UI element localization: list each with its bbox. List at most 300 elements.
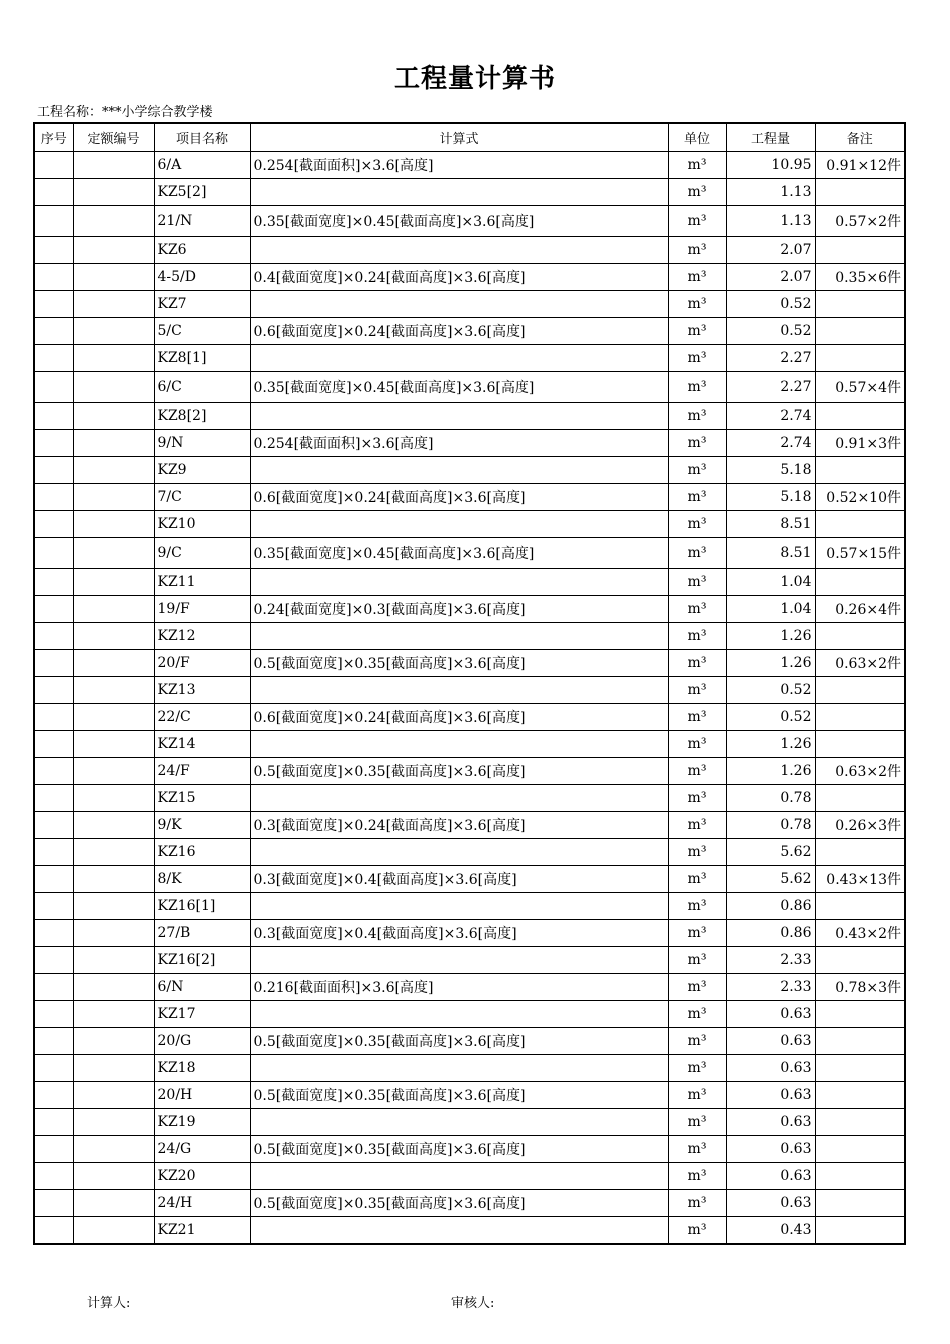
cell-remark <box>815 318 905 345</box>
cell-index <box>34 785 73 812</box>
cell-unit: m³ <box>668 812 726 839</box>
cell-index <box>34 1055 73 1082</box>
cell-remark <box>815 511 905 538</box>
cell-index <box>34 318 73 345</box>
cell-quantity: 1.04 <box>726 569 815 596</box>
header-quota-code: 定额编号 <box>73 123 154 152</box>
cell-quota-code <box>73 677 154 704</box>
cell-quantity: 2.07 <box>726 237 815 264</box>
cell-item-name: KZ16[2] <box>154 947 250 974</box>
cell-formula: 0.5[截面宽度]×0.35[截面高度]×3.6[高度] <box>250 1136 668 1163</box>
cell-quantity: 0.63 <box>726 1055 815 1082</box>
cell-formula <box>250 179 668 206</box>
cell-formula <box>250 237 668 264</box>
cell-index <box>34 1028 73 1055</box>
cell-remark: 0.78×3件 <box>815 974 905 1001</box>
cell-unit: m³ <box>668 237 726 264</box>
cell-formula: 0.5[截面宽度]×0.35[截面高度]×3.6[高度] <box>250 1028 668 1055</box>
cell-index <box>34 947 73 974</box>
cell-unit: m³ <box>668 1001 726 1028</box>
table-row <box>34 372 905 403</box>
cell-quota-code <box>73 623 154 650</box>
table-row <box>34 430 905 457</box>
cell-quota-code <box>73 345 154 372</box>
cell-quantity: 1.04 <box>726 596 815 623</box>
cell-item-name: KZ15 <box>154 785 250 812</box>
cell-quota-code <box>73 1028 154 1055</box>
cell-quota-code <box>73 1001 154 1028</box>
cell-unit: m³ <box>668 152 726 179</box>
cell-index <box>34 812 73 839</box>
cell-formula <box>250 511 668 538</box>
cell-unit: m³ <box>668 920 726 947</box>
cell-formula <box>250 457 668 484</box>
cell-remark <box>815 179 905 206</box>
cell-item-name: KZ9 <box>154 457 250 484</box>
table-row <box>34 569 905 596</box>
cell-item-name: KZ13 <box>154 677 250 704</box>
cell-unit: m³ <box>668 1136 726 1163</box>
cell-unit: m³ <box>668 430 726 457</box>
cell-index <box>34 291 73 318</box>
page-title: 工程量计算书 <box>393 64 556 94</box>
table-row <box>34 1082 905 1109</box>
cell-quantity: 0.63 <box>726 1163 815 1190</box>
cell-formula <box>250 677 668 704</box>
cell-item-name: KZ19 <box>154 1109 250 1136</box>
cell-index <box>34 920 73 947</box>
cell-item-name: KZ8[2] <box>154 403 250 430</box>
cell-quota-code <box>73 731 154 758</box>
cell-item-name: 20/H <box>154 1082 250 1109</box>
table-row <box>34 731 905 758</box>
cell-quantity: 5.62 <box>726 839 815 866</box>
cell-index <box>34 1001 73 1028</box>
cell-formula: 0.35[截面宽度]×0.45[截面高度]×3.6[高度] <box>250 538 668 569</box>
cell-quota-code <box>73 866 154 893</box>
cell-quota-code <box>73 206 154 237</box>
cell-remark: 0.26×4件 <box>815 596 905 623</box>
cell-item-name: KZ10 <box>154 511 250 538</box>
cell-item-name: 6/A <box>154 152 250 179</box>
cell-unit: m³ <box>668 1109 726 1136</box>
cell-remark <box>815 291 905 318</box>
cell-remark: 0.26×3件 <box>815 812 905 839</box>
cell-index <box>34 538 73 569</box>
cell-index <box>34 1082 73 1109</box>
cell-formula: 0.3[截面宽度]×0.4[截面高度]×3.6[高度] <box>250 920 668 947</box>
cell-formula: 0.5[截面宽度]×0.35[截面高度]×3.6[高度] <box>250 650 668 677</box>
cell-item-name: 9/N <box>154 430 250 457</box>
cell-quota-code <box>73 372 154 403</box>
table-row <box>34 974 905 1001</box>
table-row <box>34 1163 905 1190</box>
cell-unit: m³ <box>668 538 726 569</box>
table-row <box>34 704 905 731</box>
table-row <box>34 345 905 372</box>
cell-remark <box>815 947 905 974</box>
cell-formula <box>250 785 668 812</box>
cell-unit: m³ <box>668 1190 726 1217</box>
cell-remark: 0.43×13件 <box>815 866 905 893</box>
table-row <box>34 947 905 974</box>
cell-quantity: 0.63 <box>726 1136 815 1163</box>
cell-quota-code <box>73 538 154 569</box>
cell-formula <box>250 403 668 430</box>
cell-quota-code <box>73 920 154 947</box>
table-row <box>34 1190 905 1217</box>
header-item-name: 项目名称 <box>154 123 250 152</box>
cell-quota-code <box>73 785 154 812</box>
cell-index <box>34 206 73 237</box>
cell-quota-code <box>73 1190 154 1217</box>
cell-unit: m³ <box>668 569 726 596</box>
cell-item-name: 6/C <box>154 372 250 403</box>
cell-index <box>34 484 73 511</box>
cell-item-name: 24/F <box>154 758 250 785</box>
cell-item-name: 4-5/D <box>154 264 250 291</box>
cell-remark <box>815 839 905 866</box>
header-row <box>34 123 905 152</box>
cell-unit: m³ <box>668 1028 726 1055</box>
cell-quantity: 0.63 <box>726 1001 815 1028</box>
cell-unit: m³ <box>668 345 726 372</box>
cell-remark: 0.63×2件 <box>815 650 905 677</box>
cell-remark <box>815 1217 905 1245</box>
cell-formula: 0.5[截面宽度]×0.35[截面高度]×3.6[高度] <box>250 758 668 785</box>
cell-remark <box>815 1028 905 1055</box>
table-row <box>34 206 905 237</box>
cell-quota-code <box>73 812 154 839</box>
cell-index <box>34 650 73 677</box>
cell-formula: 0.3[截面宽度]×0.4[截面高度]×3.6[高度] <box>250 866 668 893</box>
cell-formula: 0.254[截面面积]×3.6[高度] <box>250 152 668 179</box>
cell-quota-code <box>73 1136 154 1163</box>
cell-item-name: 9/C <box>154 538 250 569</box>
cell-item-name: KZ7 <box>154 291 250 318</box>
cell-quantity: 2.74 <box>726 430 815 457</box>
cell-quantity: 0.78 <box>726 812 815 839</box>
cell-remark <box>815 623 905 650</box>
cell-remark <box>815 1163 905 1190</box>
table-row <box>34 1001 905 1028</box>
table-row <box>34 538 905 569</box>
table-row <box>34 511 905 538</box>
cell-index <box>34 623 73 650</box>
cell-quantity: 5.18 <box>726 484 815 511</box>
cell-quota-code <box>73 291 154 318</box>
calculation-table <box>33 122 906 1245</box>
cell-unit: m³ <box>668 511 726 538</box>
cell-unit: m³ <box>668 403 726 430</box>
cell-unit: m³ <box>668 785 726 812</box>
cell-quantity: 0.63 <box>726 1028 815 1055</box>
cell-quantity: 0.86 <box>726 893 815 920</box>
cell-quota-code <box>73 569 154 596</box>
cell-item-name: KZ14 <box>154 731 250 758</box>
cell-quantity: 1.13 <box>726 179 815 206</box>
cell-formula: 0.35[截面宽度]×0.45[截面高度]×3.6[高度] <box>250 206 668 237</box>
cell-index <box>34 345 73 372</box>
cell-quota-code <box>73 893 154 920</box>
table-row <box>34 1136 905 1163</box>
cell-index <box>34 237 73 264</box>
cell-quantity: 1.26 <box>726 623 815 650</box>
cell-quota-code <box>73 264 154 291</box>
table-row <box>34 179 905 206</box>
cell-unit: m³ <box>668 839 726 866</box>
cell-quantity: 10.95 <box>726 152 815 179</box>
cell-index <box>34 569 73 596</box>
cell-quantity: 1.13 <box>726 206 815 237</box>
cell-quota-code <box>73 1082 154 1109</box>
cell-formula: 0.216[截面面积]×3.6[高度] <box>250 974 668 1001</box>
cell-quantity: 2.27 <box>726 372 815 403</box>
table-row <box>34 866 905 893</box>
cell-quota-code <box>73 484 154 511</box>
table-row <box>34 1055 905 1082</box>
cell-index <box>34 511 73 538</box>
cell-unit: m³ <box>668 264 726 291</box>
cell-unit: m³ <box>668 893 726 920</box>
cell-remark: 0.91×3件 <box>815 430 905 457</box>
cell-formula: 0.6[截面宽度]×0.24[截面高度]×3.6[高度] <box>250 318 668 345</box>
header-remark: 备注 <box>815 123 905 152</box>
table-row <box>34 264 905 291</box>
cell-quota-code <box>73 1163 154 1190</box>
cell-quantity: 0.63 <box>726 1082 815 1109</box>
table-row <box>34 893 905 920</box>
cell-unit: m³ <box>668 206 726 237</box>
table-row <box>34 237 905 264</box>
cell-index <box>34 403 73 430</box>
table-row <box>34 457 905 484</box>
cell-formula <box>250 1001 668 1028</box>
cell-remark <box>815 731 905 758</box>
cell-formula: 0.24[截面宽度]×0.3[截面高度]×3.6[高度] <box>250 596 668 623</box>
cell-quota-code <box>73 179 154 206</box>
cell-unit: m³ <box>668 623 726 650</box>
cell-index <box>34 893 73 920</box>
cell-index <box>34 596 73 623</box>
cell-unit: m³ <box>668 1055 726 1082</box>
cell-quota-code <box>73 974 154 1001</box>
cell-unit: m³ <box>668 704 726 731</box>
cell-quota-code <box>73 704 154 731</box>
table-row <box>34 1028 905 1055</box>
cell-remark <box>815 569 905 596</box>
cell-unit: m³ <box>668 1163 726 1190</box>
cell-quota-code <box>73 596 154 623</box>
cell-formula: 0.6[截面宽度]×0.24[截面高度]×3.6[高度] <box>250 704 668 731</box>
cell-formula <box>250 1217 668 1245</box>
cell-item-name: KZ5[2] <box>154 179 250 206</box>
cell-quota-code <box>73 237 154 264</box>
table-row <box>34 484 905 511</box>
header-unit: 单位 <box>668 123 726 152</box>
cell-remark: 0.43×2件 <box>815 920 905 947</box>
cell-quantity: 0.86 <box>726 920 815 947</box>
cell-remark: 0.52×10件 <box>815 484 905 511</box>
cell-item-name: 24/G <box>154 1136 250 1163</box>
cell-unit: m³ <box>668 1217 726 1245</box>
cell-index <box>34 731 73 758</box>
cell-index <box>34 372 73 403</box>
cell-unit: m³ <box>668 596 726 623</box>
cell-item-name: KZ6 <box>154 237 250 264</box>
cell-unit: m³ <box>668 457 726 484</box>
cell-item-name: KZ11 <box>154 569 250 596</box>
cell-unit: m³ <box>668 291 726 318</box>
cell-unit: m³ <box>668 179 726 206</box>
cell-quantity: 0.43 <box>726 1217 815 1245</box>
cell-item-name: KZ20 <box>154 1163 250 1190</box>
cell-quantity: 0.63 <box>726 1109 815 1136</box>
table-row <box>34 318 905 345</box>
cell-formula: 0.35[截面宽度]×0.45[截面高度]×3.6[高度] <box>250 372 668 403</box>
cell-quantity: 1.26 <box>726 731 815 758</box>
cell-quantity: 0.52 <box>726 318 815 345</box>
cell-quantity: 0.52 <box>726 291 815 318</box>
cell-formula: 0.5[截面宽度]×0.35[截面高度]×3.6[高度] <box>250 1190 668 1217</box>
table-row <box>34 839 905 866</box>
cell-item-name: KZ12 <box>154 623 250 650</box>
cell-unit: m³ <box>668 1082 726 1109</box>
cell-formula: 0.5[截面宽度]×0.35[截面高度]×3.6[高度] <box>250 1082 668 1109</box>
header-formula: 计算式 <box>250 123 668 152</box>
cell-item-name: KZ16 <box>154 839 250 866</box>
cell-remark <box>815 345 905 372</box>
cell-index <box>34 264 73 291</box>
cell-remark: 0.57×15件 <box>815 538 905 569</box>
cell-quantity: 2.07 <box>726 264 815 291</box>
cell-formula: 0.254[截面面积]×3.6[高度] <box>250 430 668 457</box>
cell-item-name: KZ21 <box>154 1217 250 1245</box>
cell-item-name: KZ17 <box>154 1001 250 1028</box>
cell-item-name: KZ18 <box>154 1055 250 1082</box>
cell-quantity: 5.18 <box>726 457 815 484</box>
cell-index <box>34 1163 73 1190</box>
cell-item-name: 27/B <box>154 920 250 947</box>
cell-remark <box>815 893 905 920</box>
cell-quota-code <box>73 947 154 974</box>
cell-index <box>34 457 73 484</box>
cell-unit: m³ <box>668 758 726 785</box>
cell-quota-code <box>73 152 154 179</box>
cell-unit: m³ <box>668 947 726 974</box>
cell-quantity: 2.33 <box>726 974 815 1001</box>
table-row <box>34 758 905 785</box>
cell-remark: 0.63×2件 <box>815 758 905 785</box>
cell-remark <box>815 704 905 731</box>
cell-index <box>34 677 73 704</box>
cell-quota-code <box>73 1217 154 1245</box>
header-index: 序号 <box>34 123 73 152</box>
cell-unit: m³ <box>668 318 726 345</box>
cell-unit: m³ <box>668 731 726 758</box>
table-row <box>34 403 905 430</box>
cell-formula <box>250 291 668 318</box>
table-row <box>34 650 905 677</box>
cell-remark <box>815 1190 905 1217</box>
cell-quantity: 1.26 <box>726 650 815 677</box>
cell-formula <box>250 839 668 866</box>
cell-item-name: 24/H <box>154 1190 250 1217</box>
cell-item-name: 19/F <box>154 596 250 623</box>
cell-quota-code <box>73 1055 154 1082</box>
cell-index <box>34 839 73 866</box>
cell-index <box>34 974 73 1001</box>
cell-remark <box>815 1109 905 1136</box>
cell-unit: m³ <box>668 866 726 893</box>
cell-index <box>34 1190 73 1217</box>
cell-quantity: 5.62 <box>726 866 815 893</box>
calculator-label: 计算人: <box>87 1296 131 1311</box>
cell-remark: 0.91×12件 <box>815 152 905 179</box>
table-row <box>34 623 905 650</box>
cell-item-name: 7/C <box>154 484 250 511</box>
table-row <box>34 677 905 704</box>
cell-quota-code <box>73 430 154 457</box>
cell-index <box>34 430 73 457</box>
cell-quota-code <box>73 758 154 785</box>
cell-remark <box>815 403 905 430</box>
cell-remark: 0.57×2件 <box>815 206 905 237</box>
cell-remark: 0.35×6件 <box>815 264 905 291</box>
cell-formula <box>250 623 668 650</box>
cell-index <box>34 179 73 206</box>
cell-remark: 0.57×4件 <box>815 372 905 403</box>
cell-quantity: 8.51 <box>726 538 815 569</box>
cell-quota-code <box>73 318 154 345</box>
cell-item-name: 22/C <box>154 704 250 731</box>
cell-index <box>34 758 73 785</box>
project-name: 工程名称：***小学综合教学楼 <box>37 105 213 120</box>
table-row <box>34 785 905 812</box>
cell-quantity: 1.26 <box>726 758 815 785</box>
cell-index <box>34 1109 73 1136</box>
cell-formula <box>250 569 668 596</box>
cell-unit: m³ <box>668 372 726 403</box>
cell-item-name: 20/G <box>154 1028 250 1055</box>
cell-quota-code <box>73 403 154 430</box>
cell-quantity: 2.27 <box>726 345 815 372</box>
cell-item-name: 5/C <box>154 318 250 345</box>
cell-quantity: 0.78 <box>726 785 815 812</box>
table-row <box>34 920 905 947</box>
cell-formula <box>250 947 668 974</box>
cell-quantity: 8.51 <box>726 511 815 538</box>
table-row <box>34 596 905 623</box>
cell-index <box>34 1217 73 1245</box>
cell-formula: 0.3[截面宽度]×0.24[截面高度]×3.6[高度] <box>250 812 668 839</box>
cell-item-name: 8/K <box>154 866 250 893</box>
cell-item-name: 6/N <box>154 974 250 1001</box>
cell-unit: m³ <box>668 974 726 1001</box>
cell-unit: m³ <box>668 650 726 677</box>
cell-formula <box>250 731 668 758</box>
table-row <box>34 812 905 839</box>
cell-remark <box>815 1001 905 1028</box>
cell-formula: 0.6[截面宽度]×0.24[截面高度]×3.6[高度] <box>250 484 668 511</box>
cell-remark <box>815 237 905 264</box>
cell-quantity: 0.52 <box>726 704 815 731</box>
cell-formula <box>250 1109 668 1136</box>
cell-remark <box>815 785 905 812</box>
cell-index <box>34 1136 73 1163</box>
cell-remark <box>815 1136 905 1163</box>
cell-quantity: 2.33 <box>726 947 815 974</box>
